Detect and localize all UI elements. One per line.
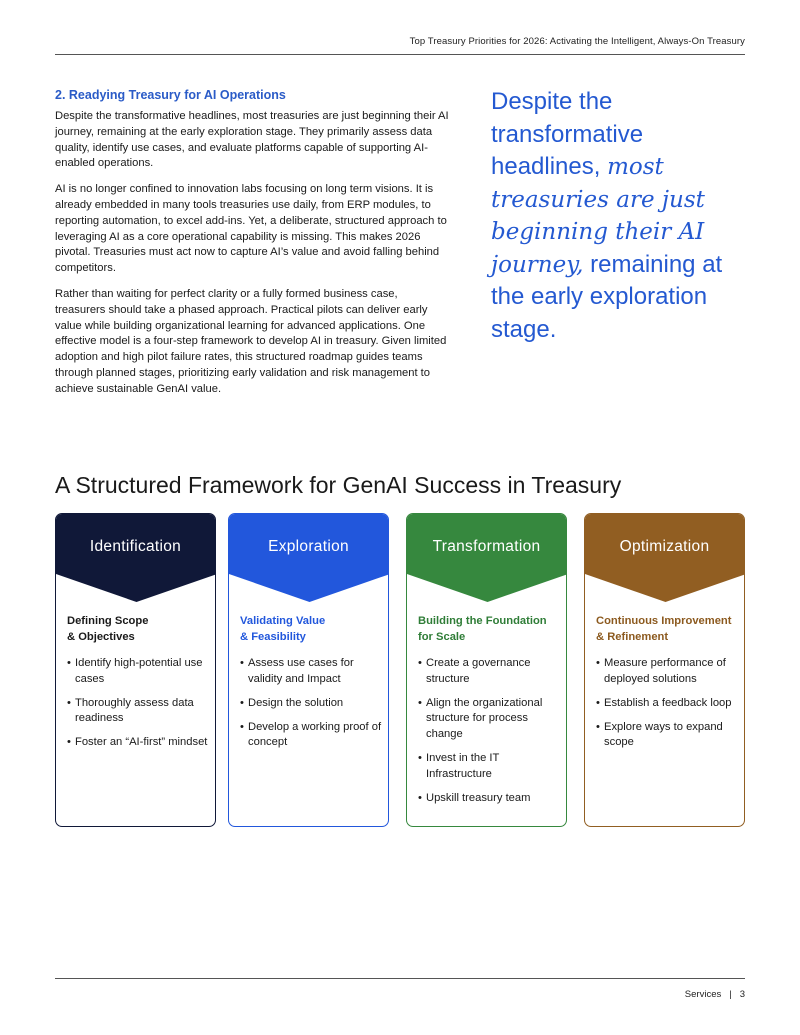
card-subtitle — [596, 614, 736, 645]
card-subtitle-line-2: & Refinement — [596, 630, 669, 643]
list-item: • Establish a feedback loop — [596, 696, 738, 712]
running-header: Top Treasury Priorities for 2026: Activating the Intelligent, Always-On Treasury — [409, 36, 745, 47]
card-subtitle-line-1: Defining Scope — [67, 615, 149, 627]
card-subtitle-line-1: Continuous Improvement — [596, 615, 732, 627]
header-divider — [55, 54, 745, 55]
pull-quote-italic: most treasuries are just beginning their AI journey, — [491, 154, 705, 278]
card-title: Transformation — [432, 538, 541, 555]
body-text — [55, 109, 450, 408]
footer-label: Services — [684, 989, 722, 1000]
card-identification — [55, 513, 216, 827]
card-bullet-list — [67, 656, 209, 759]
card-banner — [407, 514, 566, 604]
list-item: • Develop a working proof of concept — [240, 720, 382, 751]
list-item: • Align the organizational structure for process change — [418, 696, 560, 743]
list-item: • Foster an “AI-first” mindset — [67, 735, 209, 751]
paragraph-1: Despite the transformative headlines, most treasuries are just beginning their AI journey, remaining at the early exploration stage. They primarily assess data quality, identify use cases, and evaluate platforms capable of supporting AI-enabled operations. — [55, 110, 449, 170]
card-subtitle-line-2: & Feasibility — [240, 630, 306, 643]
card-title: Identification — [89, 538, 182, 555]
card-title: Exploration — [268, 538, 349, 555]
card-subtitle — [418, 614, 558, 645]
card-banner — [229, 514, 388, 604]
card-bullet-list — [240, 656, 382, 759]
list-item: • Invest in the IT Infrastructure — [418, 751, 560, 782]
pull-quote-part-1: Despite the transformative headlines, — [491, 88, 644, 180]
list-item: • Create a governance structure — [418, 656, 560, 687]
framework-cards — [55, 513, 745, 827]
framework-title: A Structured Framework for GenAI Success in Treasury — [55, 472, 622, 498]
pull-quote — [491, 86, 751, 346]
list-item: • Explore ways to expand scope — [596, 720, 738, 751]
card-subtitle-line-1: Validating Value — [240, 615, 326, 627]
paragraph-3: Rather than waiting for perfect clarity or a fully formed business case, treasurers should take a phased approach. Practical pilots can deliver early value while building organizational learning for advanced applications. One effective model is a four-step framework to develop AI in treasury. Given limited adoption and high pilot failure rates, this structured roadmap guides teams through planned stages, prioritizing early validation and risk management to achieve sustainable GenAI value. — [55, 287, 447, 395]
card-bullet-list — [596, 656, 738, 759]
card-exploration — [228, 513, 389, 827]
card-subtitle-line-2: & Objectives — [67, 630, 135, 643]
list-item: • Assess use cases for validity and Impact — [240, 656, 382, 687]
list-item: • Thoroughly assess data readiness — [67, 696, 209, 727]
pull-quote-part-3: remaining at the early exploration stage. — [491, 250, 723, 343]
card-subtitle — [240, 614, 380, 645]
page-number: 3 — [739, 989, 745, 1000]
card-subtitle — [67, 614, 207, 645]
section-heading: 2. Readying Treasury for AI Operations — [55, 88, 286, 102]
footer-separator: | — [729, 989, 732, 1000]
footer-divider — [55, 978, 745, 979]
card-optimization — [584, 513, 745, 827]
list-item: • Design the solution — [240, 696, 382, 712]
card-banner — [585, 514, 744, 604]
card-subtitle-line-2: for Scale — [418, 630, 466, 643]
paragraph-2: AI is no longer confined to innovation labs focusing on long term visions. It is already embedded in many tools treasuries use daily, from ERP modules, to reporting automation, to excel add-ins. Yet, a deliberate, structured approach to leveraging AI as a core operational capability is missing. This makes 2026 pivotal. Treasuries must act now to capture AI’s value and avoid falling behind competitors. — [55, 183, 447, 275]
card-title: Optimization — [619, 538, 710, 555]
list-item: • Upskill treasury team — [418, 791, 560, 807]
card-banner — [56, 514, 215, 604]
page-footer — [685, 989, 745, 1000]
card-transformation — [406, 513, 567, 827]
card-subtitle-line-1: Building the Foundation — [418, 615, 547, 627]
list-item: • Measure performance of deployed solutions — [596, 656, 738, 687]
list-item: • Identify high-potential use cases — [67, 656, 209, 687]
card-bullet-list — [418, 656, 560, 815]
